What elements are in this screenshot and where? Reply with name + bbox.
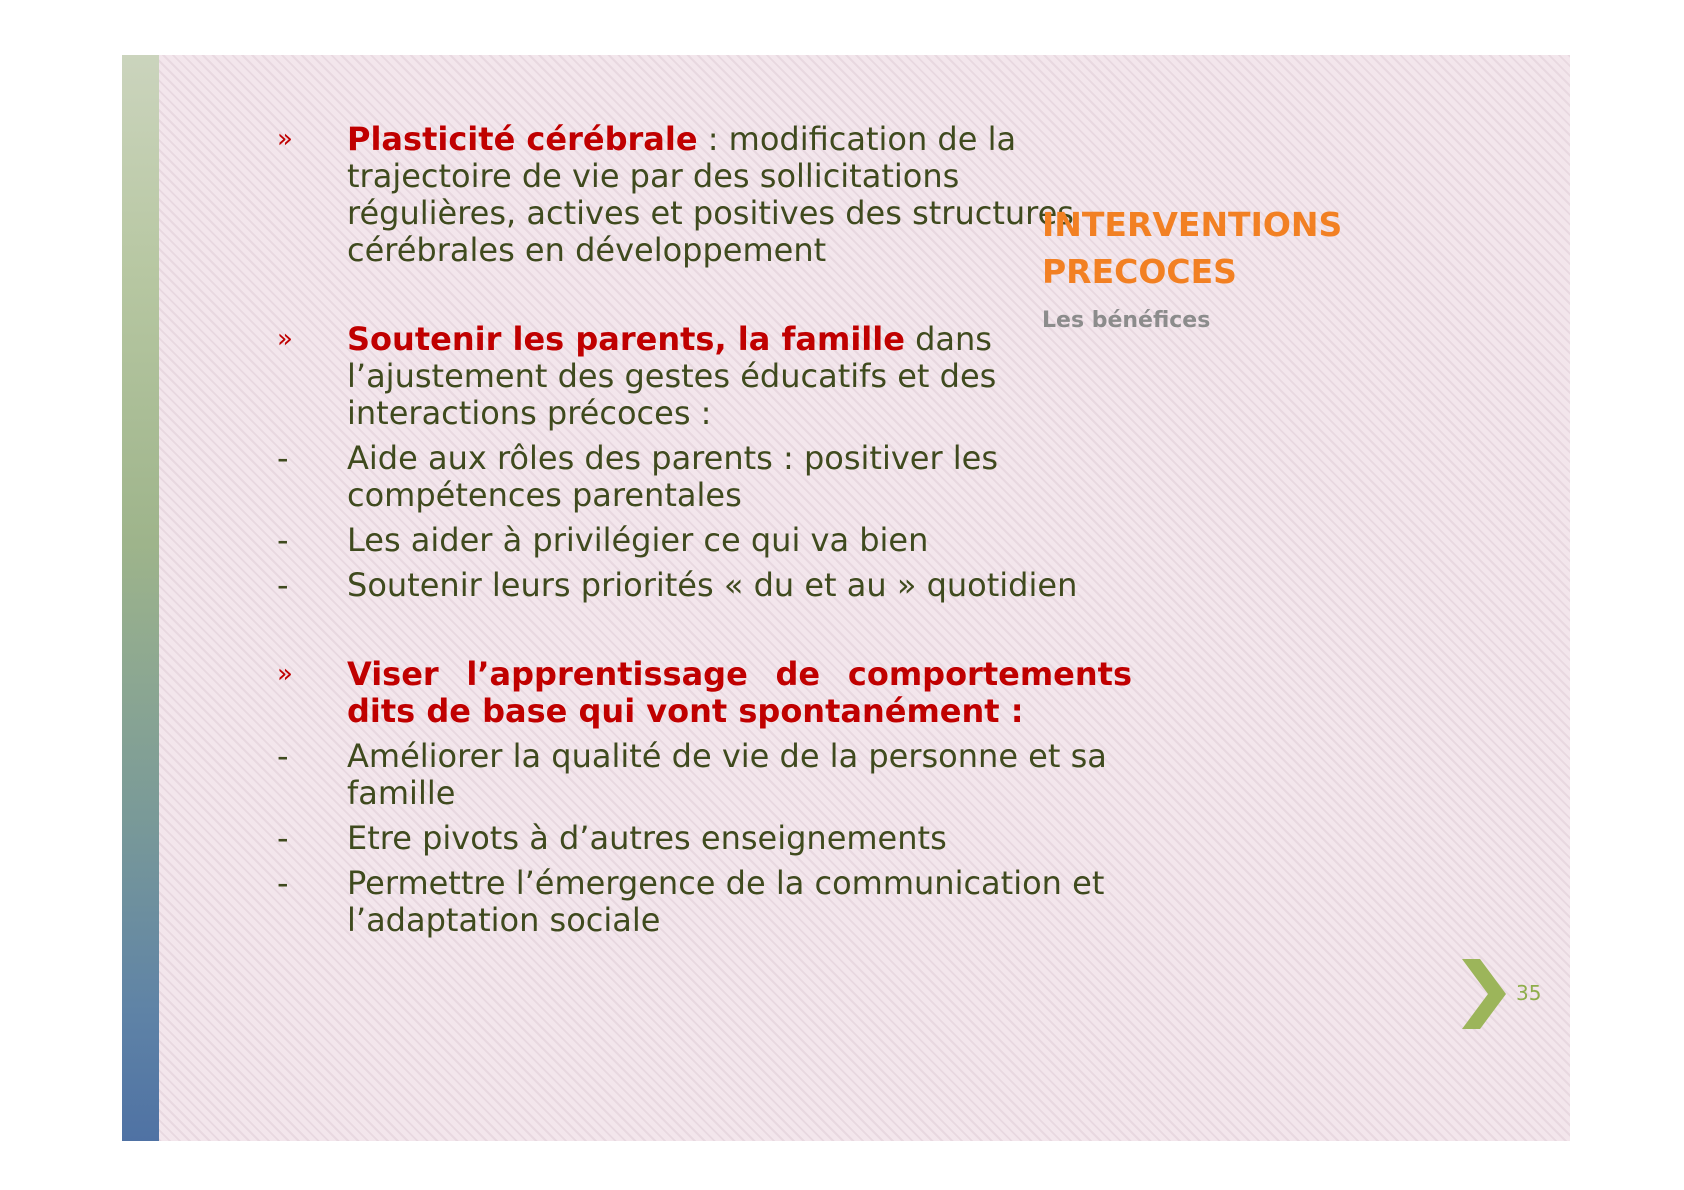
list-item bbox=[277, 522, 1132, 559]
bullet-soutenir-parents bbox=[277, 321, 1132, 432]
dash-bullet: - bbox=[277, 439, 289, 477]
bullet-text: dans l’ajustement des gestes éducatifs et des interactions précoces : bbox=[347, 320, 997, 432]
chevron-right-icon bbox=[1462, 959, 1506, 1029]
main-content bbox=[277, 121, 1132, 939]
list-item-text: Aide aux rôles des parents : positiver les compétences parentales bbox=[347, 439, 999, 514]
slide-title-line: PRECOCES bbox=[1042, 252, 1237, 291]
dash-bullet: - bbox=[277, 521, 289, 559]
bullet-viser-apprentissage bbox=[277, 656, 1132, 730]
bullet-highlight: Soutenir les parents, la famille bbox=[347, 320, 905, 358]
decorative-side-bar bbox=[122, 55, 159, 1141]
bullet-heading-line: dits de base qui vont spontanément : bbox=[347, 692, 1024, 730]
page-number: 35 bbox=[1516, 981, 1542, 1005]
list-item-text: Les aider à privilégier ce qui va bien bbox=[347, 521, 929, 559]
list-item-text: Améliorer la qualité de vie de la personne et sa famille bbox=[347, 737, 1107, 812]
list-item bbox=[277, 440, 1132, 514]
list-item bbox=[277, 865, 1132, 939]
bullet-plasticite bbox=[277, 121, 1132, 269]
slide-subtitle: Les bénéfices bbox=[1042, 308, 1211, 333]
list-item bbox=[277, 567, 1132, 604]
dash-bullet: - bbox=[277, 737, 289, 775]
list-item-text: Soutenir leurs priorités « du et au » quotidien bbox=[347, 566, 1078, 604]
slide bbox=[122, 55, 1570, 1141]
list-item-text: Permettre l’émergence de la communication et l’adaptation sociale bbox=[347, 864, 1105, 939]
chevron-bullet-icon: » bbox=[277, 324, 293, 354]
chevron-bullet-icon: » bbox=[277, 124, 293, 154]
dash-bullet: - bbox=[277, 864, 289, 902]
slide-title-line: INTERVENTIONS bbox=[1042, 205, 1343, 244]
chevron-bullet-icon: » bbox=[277, 659, 293, 689]
dash-bullet: - bbox=[277, 819, 289, 857]
slide-title bbox=[1042, 201, 1402, 295]
bullet-text: : modification de la trajectoire de vie par des sollicitations régulières, actives et positives des structures cérébrales en développement bbox=[347, 120, 1074, 269]
bullet-highlight: Plasticité cérébrale bbox=[347, 120, 698, 158]
list-item bbox=[277, 738, 1132, 812]
list-item-text: Etre pivots à d’autres enseignements bbox=[347, 819, 947, 857]
list-item bbox=[277, 820, 1132, 857]
bullet-heading-line: Viser l’apprentissage de comportements bbox=[347, 655, 1132, 693]
dash-bullet: - bbox=[277, 566, 289, 604]
